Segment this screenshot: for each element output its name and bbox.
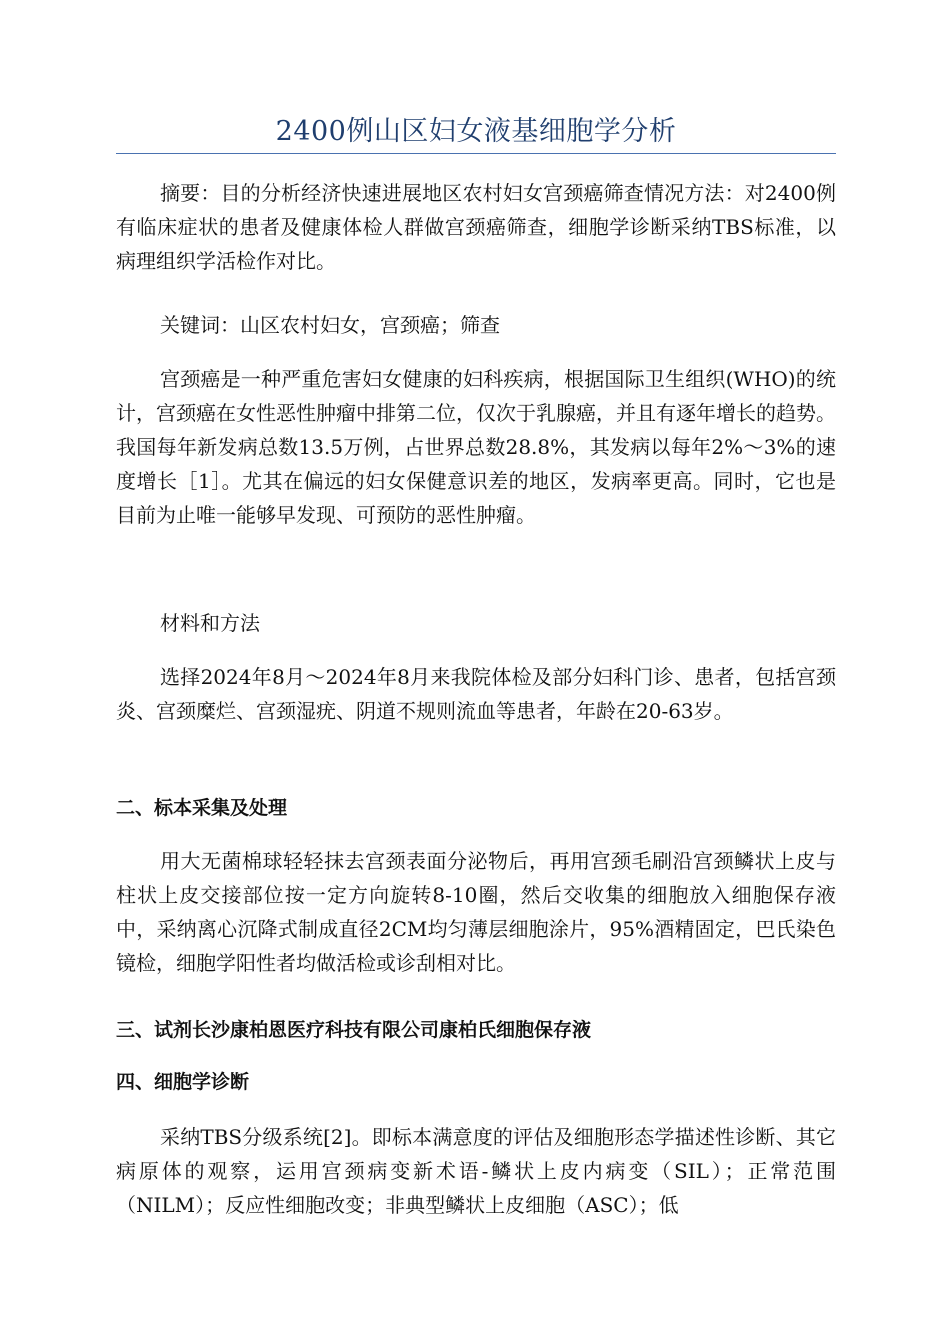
document-title: 2400例山区妇女液基细胞学分析	[275, 116, 677, 147]
section-3-heading: 三、试剂长沙康柏恩医疗科技有限公司康柏氏细胞保存液	[116, 1019, 592, 1041]
section-2-heading: 二、标本采集及处理	[116, 797, 288, 819]
abstract-paragraph: 摘要：目的分析经济快速进展地区农村妇女宫颈癌筛查情况方法：对2400例有临床症状的患者及健康体检人群做宫颈癌筛查，细胞学诊断采纳TBS标准，以病理组织学活检作对比。	[116, 181, 836, 273]
section-4-heading: 四、细胞学诊断	[116, 1071, 250, 1093]
methods-label: 材料和方法	[160, 611, 260, 635]
title-underline	[116, 153, 836, 154]
section-4-paragraph: 采纳TBS分级系统[2]。即标本满意度的评估及细胞形态学描述性诊断、其它病原体的观察，运用宫颈病变新术语-鳞状上皮内病变（SIL）；正常范围（NILM）；反应性细胞改变；非典型鳞状上皮细胞（ASC）；低	[116, 1125, 836, 1217]
methods-paragraph: 选择2024年8月～2024年8月来我院体检及部分妇科门诊、患者，包括宫颈炎、宫颈糜烂、宫颈湿疣、阴道不规则流血等患者，年龄在20-63岁。	[116, 665, 836, 723]
intro-paragraph: 宫颈癌是一种严重危害妇女健康的妇科疾病，根据国际卫生组织(WHO)的统计，宫颈癌在女性恶性肿瘤中排第二位，仅次于乳腺癌，并且有逐年增长的趋势。我国每年新发病总数13.5万例，占世界总数28.8%，其发病以每年2%～3%的速度增长［1］。尤其在偏远的妇女保健意识差的地区，发病率更高。同时，它也是目前为止唯一能够早发现、可预防的恶性肿瘤。	[116, 367, 836, 527]
section-2-paragraph: 用大无菌棉球轻轻抹去宫颈表面分泌物后，再用宫颈毛刷沿宫颈鳞状上皮与柱状上皮交接部位按一定方向旋转8-10圈，然后交收集的细胞放入细胞保存液中，采纳离心沉降式制成直径2CM均匀薄层细胞涂片，95%酒精固定，巴氏染色镜检，细胞学阳性者均做活检或诊刮相对比。	[116, 849, 836, 975]
keywords-paragraph: 关键词：山区农村妇女，宫颈癌；筛查	[160, 313, 500, 337]
